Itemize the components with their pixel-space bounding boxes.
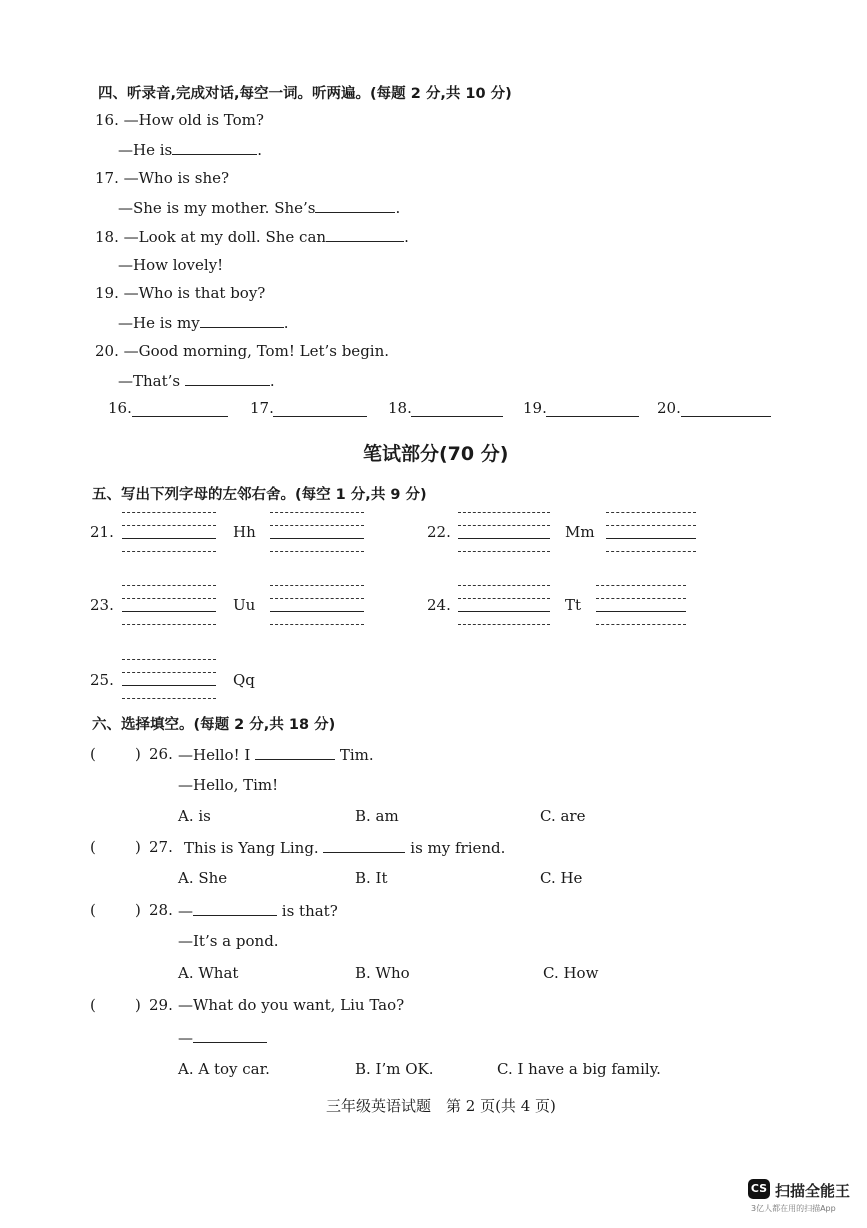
q25-left-bottom-line (122, 698, 216, 699)
q17-blank[interactable] (315, 198, 395, 213)
q16-answer-line (118, 140, 262, 159)
q18-question-line (95, 227, 409, 246)
q22-letter: Mm (565, 523, 595, 541)
q17-answer-prefix: —She is my mother. She’s (118, 199, 316, 217)
camscanner-logo-icon: CS (748, 1179, 770, 1199)
q24-right-mid-line (596, 598, 686, 599)
q24-left-mid-line (458, 598, 550, 599)
q21-left-mid-line (122, 525, 216, 526)
q20-answer-prefix: —That’s (118, 372, 181, 390)
q29-paren-open: ( (90, 996, 96, 1014)
q26-paren-open: ( (90, 745, 96, 763)
q23-letter: Uu (233, 596, 256, 614)
q17-suffix: . (395, 199, 401, 217)
answer-line-18[interactable] (411, 416, 503, 417)
q23-left-base-line[interactable] (122, 611, 216, 612)
q26-option-b[interactable]: B. am (355, 807, 399, 825)
q29-line2 (178, 1028, 267, 1047)
q18-blank[interactable] (326, 227, 404, 242)
q21-left-base-line[interactable] (122, 538, 216, 539)
q28-paren-close: ) (135, 901, 141, 919)
answer-label-17: 17. (250, 399, 274, 417)
answer-label-20: 20. (657, 399, 681, 417)
q26-blank[interactable] (255, 745, 335, 760)
watermark-name: 扫描全能王 (775, 1182, 851, 1200)
q28-paren-open: ( (90, 901, 96, 919)
q29-option-c[interactable]: C. I have a big family. (497, 1060, 661, 1078)
q28-question-line (178, 901, 338, 920)
section5-title: 五、写出下列字母的左邻右舍。(每空 1 分,共 9 分) (92, 487, 427, 503)
q20-answer-line (118, 371, 275, 390)
q28-question-prefix: — (178, 902, 193, 920)
q27-paren-close: ) (135, 838, 141, 856)
q27-option-c[interactable]: C. He (540, 869, 583, 887)
q19-suffix: . (283, 314, 289, 332)
section6-title: 六、选择填空。(每题 2 分,共 18 分) (92, 717, 336, 733)
q29-question: —What do you want, Liu Tao? (178, 996, 405, 1014)
answer-line-16[interactable] (132, 416, 228, 417)
q26-option-c[interactable]: C. are (540, 807, 586, 825)
q24-left-base-line[interactable] (458, 611, 550, 612)
q17-answer-line (118, 198, 400, 217)
q24-letter: Tt (565, 596, 582, 614)
q25-number: 25. (90, 671, 114, 689)
q26-option-a[interactable]: A. is (178, 807, 211, 825)
q22-left-mid-line (458, 525, 550, 526)
section4-title: 四、听录音,完成对话,每空一词。听两遍。(每题 2 分,共 10 分) (98, 86, 512, 102)
q29-option-b[interactable]: B. I’m OK. (355, 1060, 434, 1078)
answer-line-17[interactable] (273, 416, 367, 417)
q29-blank[interactable] (193, 1028, 267, 1043)
q24-number: 24. (427, 596, 451, 614)
q22-number: 22. (427, 523, 451, 541)
q19-blank[interactable] (200, 313, 284, 328)
q25-left-base-line[interactable] (122, 685, 216, 686)
q22-left-base-line[interactable] (458, 538, 550, 539)
q25-left-mid-line (122, 672, 216, 673)
q23-left-top-line (122, 585, 216, 586)
q25-left-top-line (122, 659, 216, 660)
q22-right-base-line[interactable] (606, 538, 696, 539)
q18-suffix: . (404, 228, 409, 246)
answer-label-16: 16. (108, 399, 132, 417)
q26-paren-close: ) (135, 745, 141, 763)
q27-question-prefix: This is Yang Ling. (184, 839, 319, 857)
q21-right-top-line (270, 512, 364, 513)
q23-right-mid-line (270, 598, 364, 599)
q24-right-top-line (596, 585, 686, 586)
q20-suffix: . (269, 372, 275, 390)
q27-paren-open: ( (90, 838, 96, 856)
q16-answer-prefix: —He is (118, 141, 173, 159)
answer-label-19: 19. (523, 399, 547, 417)
page-footer: 三年级英语试题 第 2 页(共 4 页) (326, 1097, 556, 1115)
q28-option-b[interactable]: B. Who (355, 964, 410, 982)
q24-right-base-line[interactable] (596, 611, 686, 612)
q23-left-bottom-line (122, 624, 216, 625)
q19-answer-prefix: —He is my (118, 314, 200, 332)
q23-right-base-line[interactable] (270, 611, 364, 612)
written-part-title: 笔试部分(70 分) (363, 443, 509, 465)
q21-right-base-line[interactable] (270, 538, 364, 539)
q28-option-a[interactable]: A. What (178, 964, 239, 982)
q28-number: 28. (149, 901, 173, 919)
q18-question-prefix: 18. —Look at my doll. She can (95, 228, 327, 246)
q23-right-top-line (270, 585, 364, 586)
q26-question-line (178, 745, 374, 764)
answer-line-19[interactable] (546, 416, 639, 417)
q20-question: 20. —Good morning, Tom! Let’s begin. (95, 342, 390, 360)
q28-line2: —It’s a pond. (178, 932, 279, 950)
q25-letter: Qq (233, 671, 255, 689)
q23-left-mid-line (122, 598, 216, 599)
q17-question: 17. —Who is she? (95, 169, 230, 187)
q19-question: 19. —Who is that boy? (95, 284, 266, 302)
watermark-subtitle: 3亿人都在用的扫描App (751, 1204, 836, 1213)
q26-question-prefix: —Hello! I (178, 746, 251, 764)
q27-number: 27. (149, 838, 173, 856)
q22-right-bottom-line (606, 551, 696, 552)
q27-option-a[interactable]: A. She (178, 869, 228, 887)
q29-line2-prefix: — (178, 1029, 193, 1047)
answer-label-18: 18. (388, 399, 412, 417)
q24-right-bottom-line (596, 624, 686, 625)
q22-left-bottom-line (458, 551, 550, 552)
q22-right-mid-line (606, 525, 696, 526)
q29-option-a[interactable]: A. A toy car. (178, 1060, 270, 1078)
q27-question-line (184, 838, 505, 857)
q28-option-c[interactable]: C. How (543, 964, 599, 982)
q19-answer-line (118, 313, 288, 332)
q27-question-suffix: is my friend. (410, 839, 506, 857)
answer-line-20[interactable] (681, 416, 771, 417)
q16-blank[interactable] (172, 140, 257, 155)
q27-option-b[interactable]: B. It (355, 869, 388, 887)
q21-left-bottom-line (122, 551, 216, 552)
q24-left-top-line (458, 585, 550, 586)
q21-letter: Hh (233, 523, 256, 541)
q21-right-mid-line (270, 525, 364, 526)
q22-right-top-line (606, 512, 696, 513)
q29-number: 29. (149, 996, 173, 1014)
q27-blank[interactable] (323, 838, 405, 853)
q26-question-suffix: Tim. (339, 746, 374, 764)
q28-blank[interactable] (193, 901, 277, 916)
q20-blank[interactable] (185, 371, 270, 386)
q21-right-bottom-line (270, 551, 364, 552)
q28-question-suffix: is that? (281, 902, 338, 920)
q16-suffix: . (257, 141, 263, 159)
q18-answer: —How lovely! (118, 256, 224, 274)
q23-number: 23. (90, 596, 114, 614)
q29-paren-close: ) (135, 996, 141, 1014)
q21-left-top-line (122, 512, 216, 513)
q22-left-top-line (458, 512, 550, 513)
q16-question: 16. —How old is Tom? (95, 111, 264, 129)
q26-line2: —Hello, Tim! (178, 776, 279, 794)
q24-left-bottom-line (458, 624, 550, 625)
q26-number: 26. (149, 745, 173, 763)
q23-right-bottom-line (270, 624, 364, 625)
q21-number: 21. (90, 523, 114, 541)
